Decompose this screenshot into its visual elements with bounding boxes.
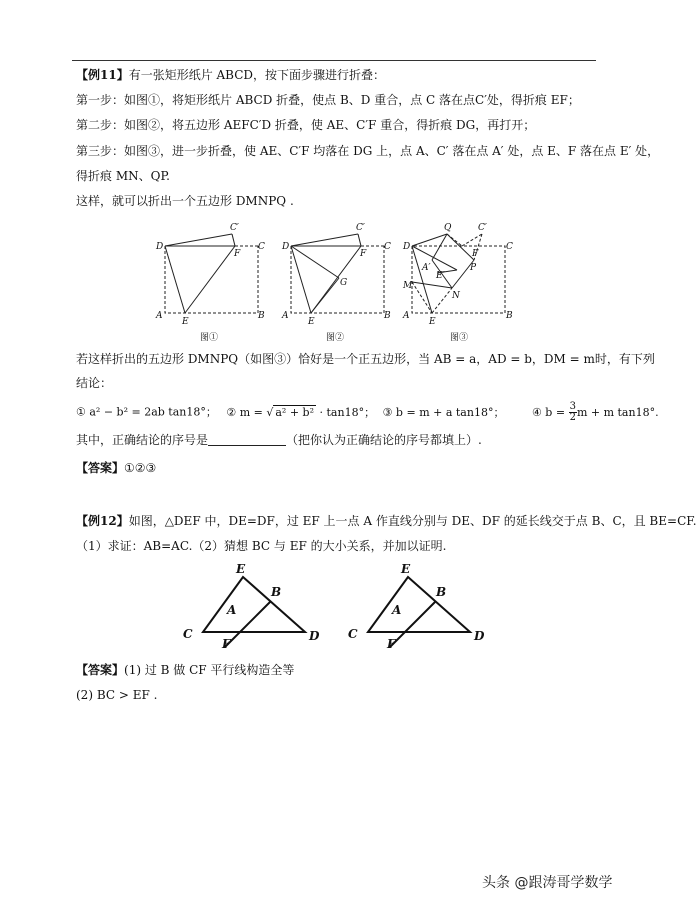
- fig3-label-M: M: [403, 281, 413, 291]
- ex12-right-label-D: D: [474, 629, 485, 643]
- fig3-folding-diagram: [412, 234, 505, 313]
- fig1-caption: 图①: [200, 333, 219, 343]
- option-4-numerator: 3: [569, 401, 576, 412]
- option-4: ④ b = $\frac{3}{2}$ m + m tan18°.: [531, 401, 659, 423]
- option-2: ② m = √ a² + b² · tan18°；: [226, 405, 376, 419]
- ex11-question-b: 结论：: [76, 376, 113, 390]
- fig1-folding-diagram: [165, 234, 258, 313]
- ex12-left-label-E: E: [236, 562, 246, 576]
- ex12-right-label-B: B: [436, 585, 447, 599]
- ex12-figure-right: [368, 577, 470, 647]
- ex12-left-label-F: F: [222, 637, 231, 651]
- fig3-label-F: F: [472, 249, 479, 259]
- fig2-label-C: C: [384, 242, 391, 252]
- ex12-left-label-B: B: [271, 585, 282, 599]
- ex12-answer-label: 【答案】: [76, 663, 125, 677]
- fig3-label-N: N: [452, 291, 460, 301]
- ex11-title: 【例11】: [76, 68, 129, 82]
- fig1-label-B: B: [258, 311, 265, 321]
- ex11-options: [76, 402, 659, 423]
- option-1: ① a² − b² = 2ab tan18°；: [76, 405, 217, 419]
- ex12-right-label-A: A: [392, 603, 402, 617]
- ex11-intro-line: [76, 67, 385, 83]
- fig3-label-B: B: [506, 311, 513, 321]
- answer-blank[interactable]: [208, 433, 286, 446]
- option-2-radicand: a² + b²: [275, 405, 315, 419]
- ex11-answer-line: [76, 460, 156, 476]
- ex12-answer-1: (1) 过 B 做 CF 平行线构造全等: [124, 663, 295, 677]
- ex12-right-label-F: F: [387, 637, 396, 651]
- fig3-label-E: E: [429, 317, 436, 327]
- ex11-step1: 第一步：如图①，将矩形纸片 ABCD 折叠，使点 B、D 重合，点 C 落在点C′处，得折痕 EF；: [76, 93, 580, 107]
- fig1-label-D: D: [156, 242, 164, 252]
- fig3-label-A: A: [403, 311, 410, 321]
- ex11-fill-line: 其中，正确结论的序号是 （把你认为正确结论的序号都填上）.: [76, 433, 482, 447]
- fig3-label-Aprime: A′: [422, 263, 431, 273]
- fig2-label-E: E: [308, 317, 315, 327]
- fig3-label-C: C: [506, 242, 513, 252]
- option-3: ③ b = m + a tan18°；: [382, 405, 505, 419]
- fig1-label-Cprime: C′: [230, 223, 239, 233]
- option-4-denominator: 2: [569, 412, 576, 423]
- fig2-label-A: A: [282, 311, 289, 321]
- ex12-figure-left: [203, 577, 305, 647]
- fig1-label-F: F: [234, 249, 241, 259]
- ex11-step3b: 得折痕 MN、QP.: [76, 169, 170, 183]
- ex12-text: 如图，△DEF 中，DE=DF，过 EF 上一点 A 作直线分别与 DE、DF 的延长线交于点 B、C，且 BE=CF.: [128, 514, 697, 528]
- ex11-answer: ①②③: [124, 461, 157, 475]
- fig2-caption: 图②: [326, 333, 345, 343]
- ex11-answer-label: 【答案】: [76, 461, 125, 475]
- ex12-title: 【例12】: [76, 514, 129, 528]
- ex12-right-label-C: C: [348, 627, 358, 641]
- ex12-text-line: [76, 513, 697, 529]
- ex11-question-a: 若这样折出的五边形 DMNPQ（如图③）恰好是一个正五边形，当 AB = a，AD = b，DM = m时，有下列: [76, 352, 655, 366]
- fig1-label-A: A: [156, 311, 163, 321]
- ex12-right-label-E: E: [401, 562, 411, 576]
- ex12-parts: （1）求证：AB=AC.（2）猜想 BC 与 EF 的大小关系，并加以证明.: [76, 539, 447, 553]
- ex11-figures: [150, 218, 530, 346]
- fig2-label-D: D: [282, 242, 290, 252]
- ex12-left-label-C: C: [183, 627, 193, 641]
- fig3-label-Cprime: C′: [478, 223, 487, 233]
- ex12-figures: [175, 560, 505, 650]
- ex11-intro: 有一张矩形纸片 ABCD，按下面步骤进行折叠：: [128, 68, 386, 82]
- ex12-left-label-D: D: [309, 629, 320, 643]
- ex12-answer-2: (2) BC > EF .: [76, 688, 158, 702]
- fig2-label-G: G: [340, 278, 348, 288]
- fig2-label-F: F: [360, 249, 367, 259]
- fig2-label-B: B: [384, 311, 391, 321]
- ex12-answer-line1: [76, 662, 294, 678]
- top-rule: [72, 60, 596, 61]
- ex11-step3a: 第三步：如图③，进一步折叠，使 AE、C′F 均落在 DG 上，点 A、C′ 落在点 A′ 处，点 E、F 落在点 E′ 处，: [76, 144, 660, 158]
- fig3-label-Eprime: E′: [436, 271, 445, 281]
- fig1-label-E: E: [182, 317, 189, 327]
- fig3-caption: 图③: [450, 333, 469, 343]
- ex12-left-label-A: A: [227, 603, 237, 617]
- watermark: 头条 @跟涛哥学数学: [482, 875, 613, 891]
- fig3-label-D: D: [403, 242, 411, 252]
- fig1-label-C: C: [258, 242, 265, 252]
- ex11-step2: 第二步：如图②，将五边形 AEFC′D 折叠，使 AE、C′F 重合，得折痕 DG，再打开；: [76, 118, 536, 132]
- fig3-label-P: P: [470, 263, 477, 273]
- fig2-folding-diagram: [291, 234, 384, 313]
- fig2-label-Cprime: C′: [356, 223, 365, 233]
- fig3-label-Q: Q: [444, 223, 452, 233]
- ex11-result: 这样，就可以折出一个五边形 DMNPQ .: [76, 194, 294, 208]
